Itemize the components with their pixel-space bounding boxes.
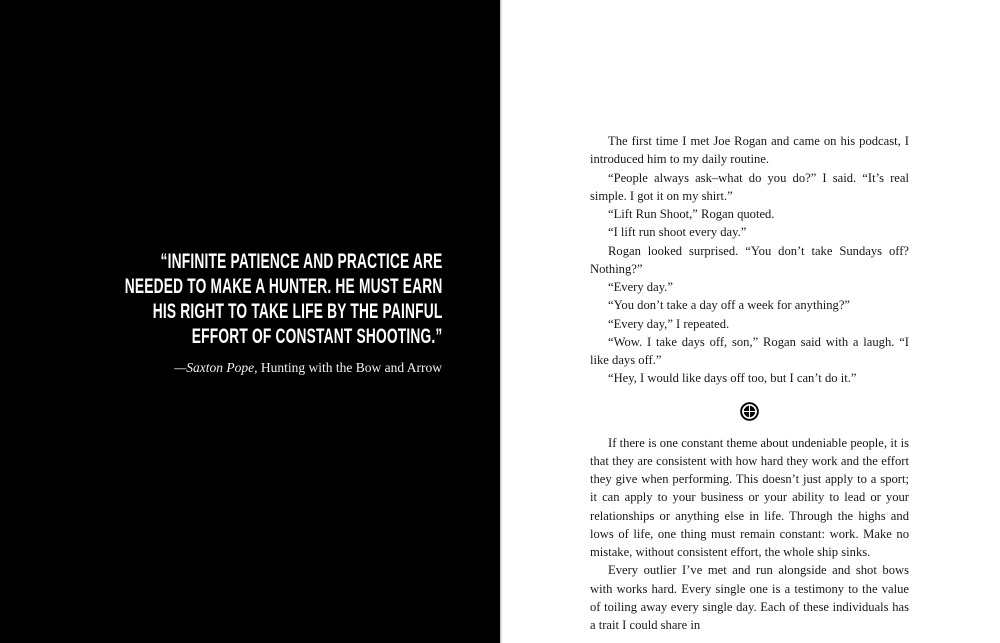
paragraph: “Wow. I take days off, son,” Rogan said with a laugh. “I like days off.” [590, 334, 909, 367]
pull-quote [0, 249, 442, 376]
quote-line-2: NEEDED TO MAKE A HUNTER. HE MUST EARN [124, 274, 442, 298]
paragraph: “Lift Run Shoot,” Rogan quoted. [608, 207, 775, 221]
quote-attribution [0, 359, 442, 376]
paragraph: “I lift run shoot every day.” [608, 225, 747, 240]
paragraph: If there is one constant theme about undeniable people, it is that they are consistent with how hard they work and the effort they give when performing. This doesn’t just apply to a sport; it can apply to your business or your ability to lead or your relationships or anything else in life. Through the highs and lows of life, one thing must remain constant: work. Make no mistake, without consistent effort, the whole ship sinks. [590, 435, 909, 559]
right-page [503, 0, 1000, 643]
attribution-author: —Saxton Pope, [174, 360, 258, 375]
body-text-column [590, 132, 909, 634]
section-divider [590, 402, 909, 421]
paragraph: “People always ask–what do you do?” I said. “It’s real simple. I got it on my shirt.” [590, 170, 909, 203]
paragraph: Rogan looked surprised. “You don’t take Sundays off? Nothing?” [590, 243, 909, 276]
quote-line-1: “INFINITE PATIENCE AND PRACTICE ARE [160, 249, 442, 273]
paragraph: “Hey, I would like days off too, but I can’t do it.” [608, 371, 857, 386]
attribution-work-title: Hunting with the Bow and Arrow [257, 360, 442, 375]
paragraph: “You don’t take a day off a week for anything?” [608, 298, 851, 313]
paragraph: The first time I met Joe Rogan and came on his podcast, I introduced him to my daily routine. [590, 134, 909, 167]
paragraph: “Every day.” [608, 280, 673, 294]
paragraph: Every outlier I’ve met and run alongside and shot bows with works hard. Every single one is a testimony to the value of toiling away every single day. Each of these individuals has a trait I could share in [590, 563, 909, 632]
paragraph: “Every day,” I repeated. [608, 316, 730, 331]
target-reticle-icon [740, 410, 759, 424]
quote-line-3: HIS RIGHT TO TAKE LIFE BY THE PAINFUL [152, 299, 442, 323]
quote-line-4: EFFORT OF CONSTANT SHOOTING.” [191, 324, 442, 348]
